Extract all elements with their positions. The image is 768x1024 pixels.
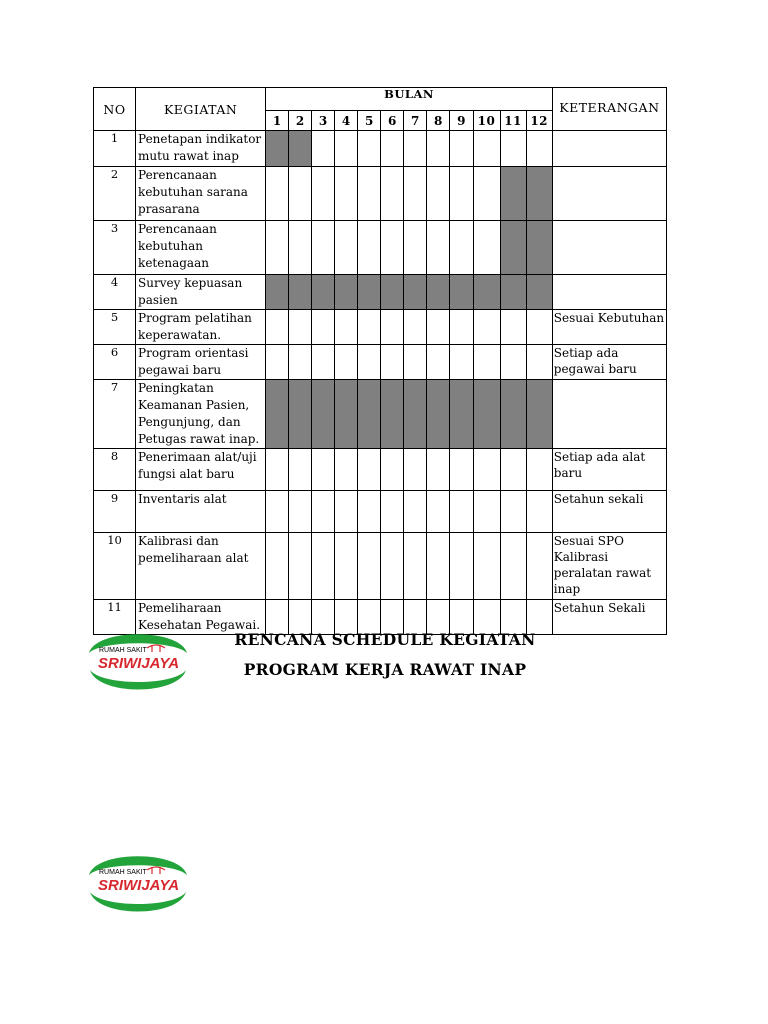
hospital-logo-2	[86, 852, 190, 918]
month-cell-7	[404, 131, 427, 167]
month-cell-10	[473, 380, 500, 449]
month-cell-9	[450, 167, 473, 221]
month-cell-2	[289, 167, 312, 221]
table-row	[94, 310, 667, 345]
month-cell-11	[500, 380, 526, 449]
row-number: 5	[94, 310, 136, 345]
month-cell-12	[526, 310, 552, 345]
document-subtitle: PROGRAM KERJA RAWAT INAP	[243, 660, 527, 679]
month-cell-11	[500, 221, 526, 275]
month-cell-11	[500, 310, 526, 345]
activity-note	[552, 167, 666, 221]
activity-note	[552, 131, 666, 167]
header-kegiatan: KEGIATAN	[136, 88, 266, 131]
month-cell-4	[335, 380, 358, 449]
month-cell-8	[427, 131, 450, 167]
month-cell-7	[404, 275, 427, 310]
activity-note: Setiap ada alat baru	[552, 449, 666, 491]
month-cell-11	[500, 491, 526, 533]
month-cell-2	[289, 449, 312, 491]
month-cell-6	[381, 533, 404, 600]
activity-note	[552, 380, 666, 449]
row-number: 3	[94, 221, 136, 275]
month-cell-5	[358, 449, 381, 491]
month-cell-9	[450, 310, 473, 345]
activity-name: Inventaris alat	[136, 491, 266, 533]
row-number: 10	[94, 533, 136, 600]
month-cell-4	[335, 167, 358, 221]
month-cell-6	[381, 380, 404, 449]
logo-bridge-icon	[147, 867, 165, 874]
month-cell-2	[289, 131, 312, 167]
month-header-3: 3	[312, 111, 335, 131]
month-cell-12	[526, 380, 552, 449]
month-cell-12	[526, 491, 552, 533]
row-number: 7	[94, 380, 136, 449]
month-cell-8	[427, 167, 450, 221]
month-cell-4	[335, 310, 358, 345]
month-cell-1	[266, 533, 289, 600]
table-row	[94, 275, 667, 310]
month-cell-10	[473, 533, 500, 600]
month-cell-5	[358, 167, 381, 221]
month-cell-6	[381, 275, 404, 310]
table-row	[94, 221, 667, 275]
row-number: 6	[94, 345, 136, 380]
month-header-5: 5	[358, 111, 381, 131]
month-cell-6	[381, 449, 404, 491]
month-cell-5	[358, 131, 381, 167]
activity-note	[552, 221, 666, 275]
month-cell-8	[427, 345, 450, 380]
hospital-logo	[86, 630, 190, 696]
month-cell-4	[335, 345, 358, 380]
month-cell-8	[427, 491, 450, 533]
month-cell-7	[404, 310, 427, 345]
schedule-table	[93, 87, 667, 635]
month-cell-1	[266, 221, 289, 275]
month-cell-12	[526, 167, 552, 221]
row-number: 11	[94, 600, 136, 635]
month-cell-4	[335, 275, 358, 310]
month-cell-1	[266, 275, 289, 310]
month-cell-7	[404, 167, 427, 221]
month-cell-9	[450, 275, 473, 310]
month-cell-8	[427, 275, 450, 310]
month-cell-8	[427, 449, 450, 491]
logo-bridge-icon	[147, 645, 165, 652]
month-cell-11	[500, 131, 526, 167]
row-number: 8	[94, 449, 136, 491]
month-cell-7	[404, 380, 427, 449]
month-cell-9	[450, 131, 473, 167]
activity-note: Setahun Sekali	[552, 600, 666, 635]
activity-note: Sesuai Kebutuhan	[552, 310, 666, 345]
activity-name: Pemeliharaan Kesehatan Pegawai.	[136, 600, 266, 635]
table-row	[94, 533, 667, 600]
month-cell-3	[312, 449, 335, 491]
month-cell-10	[473, 491, 500, 533]
month-cell-4	[335, 449, 358, 491]
month-cell-8	[427, 221, 450, 275]
month-cell-6	[381, 221, 404, 275]
month-header-8: 8	[427, 111, 450, 131]
month-cell-11	[500, 533, 526, 600]
month-cell-12	[526, 131, 552, 167]
month-header-7: 7	[404, 111, 427, 131]
month-cell-9	[450, 345, 473, 380]
activity-note: Setiap ada pegawai baru	[552, 345, 666, 380]
table-row	[94, 167, 667, 221]
month-cell-3	[312, 167, 335, 221]
month-cell-5	[358, 310, 381, 345]
month-cell-7	[404, 345, 427, 380]
logo-bottom-arc	[90, 670, 186, 690]
month-cell-6	[381, 345, 404, 380]
month-cell-1	[266, 380, 289, 449]
month-cell-12	[526, 449, 552, 491]
month-cell-9	[450, 380, 473, 449]
month-cell-8	[427, 380, 450, 449]
month-cell-7	[404, 221, 427, 275]
logo-top-text: RUMAH SAKIT	[99, 869, 147, 876]
month-cell-1	[266, 131, 289, 167]
month-cell-3	[312, 275, 335, 310]
month-cell-2	[289, 345, 312, 380]
month-cell-7	[404, 491, 427, 533]
month-cell-7	[404, 449, 427, 491]
month-cell-10	[473, 131, 500, 167]
activity-name: Perencanaan kebutuhan ketenagaan	[136, 221, 266, 275]
activity-name: Program orientasi pegawai baru	[136, 345, 266, 380]
month-cell-2	[289, 310, 312, 345]
month-cell-4	[335, 491, 358, 533]
month-cell-10	[473, 310, 500, 345]
table-row	[94, 449, 667, 491]
month-cell-12	[526, 275, 552, 310]
header-no: NO	[94, 88, 136, 131]
month-cell-9	[450, 449, 473, 491]
month-cell-11	[500, 275, 526, 310]
month-cell-5	[358, 491, 381, 533]
activity-note: Sesuai SPO Kalibrasi peralatan rawat inap	[552, 533, 666, 600]
month-header-10: 10	[473, 111, 500, 131]
month-cell-11	[500, 345, 526, 380]
month-cell-5	[358, 275, 381, 310]
month-cell-5	[358, 380, 381, 449]
month-cell-5	[358, 345, 381, 380]
month-cell-1	[266, 167, 289, 221]
month-header-4: 4	[335, 111, 358, 131]
month-header-12: 12	[526, 111, 552, 131]
month-header-11: 11	[500, 111, 526, 131]
month-cell-1	[266, 449, 289, 491]
month-cell-5	[358, 221, 381, 275]
activity-note: Setahun sekali	[552, 491, 666, 533]
month-cell-1	[266, 345, 289, 380]
month-cell-11	[500, 167, 526, 221]
month-cell-6	[381, 491, 404, 533]
month-cell-3	[312, 131, 335, 167]
month-cell-12	[526, 345, 552, 380]
logo-bottom-arc	[90, 892, 186, 912]
month-cell-2	[289, 221, 312, 275]
document-title: RENCANA SCHEDULE KEGIATAN	[234, 630, 536, 649]
month-cell-10	[473, 167, 500, 221]
month-cell-4	[335, 533, 358, 600]
logo-top-text: RUMAH SAKIT	[99, 647, 147, 654]
month-cell-3	[312, 345, 335, 380]
header-bulan: BULAN	[266, 88, 553, 111]
month-cell-9	[450, 533, 473, 600]
month-cell-5	[358, 533, 381, 600]
month-cell-11	[500, 449, 526, 491]
activity-note	[552, 275, 666, 310]
month-cell-3	[312, 533, 335, 600]
month-cell-12	[526, 533, 552, 600]
month-cell-1	[266, 310, 289, 345]
month-header-2: 2	[289, 111, 312, 131]
table-row	[94, 131, 667, 167]
activity-name: Peningkatan Keamanan Pasien, Pengunjung, dan Petugas rawat inap.	[136, 380, 266, 449]
header-keterangan: KETERANGAN	[552, 88, 666, 131]
table-row	[94, 491, 667, 533]
month-cell-1	[266, 491, 289, 533]
month-cell-10	[473, 449, 500, 491]
month-cell-2	[289, 533, 312, 600]
month-header-9: 9	[450, 111, 473, 131]
month-cell-6	[381, 167, 404, 221]
month-cell-3	[312, 491, 335, 533]
activity-name: Survey kepuasan pasien	[136, 275, 266, 310]
row-number: 9	[94, 491, 136, 533]
month-cell-10	[473, 275, 500, 310]
month-cell-2	[289, 275, 312, 310]
month-cell-9	[450, 491, 473, 533]
row-number: 4	[94, 275, 136, 310]
month-cell-10	[473, 345, 500, 380]
month-cell-9	[450, 221, 473, 275]
month-cell-6	[381, 310, 404, 345]
month-header-1: 1	[266, 111, 289, 131]
month-cell-8	[427, 533, 450, 600]
activity-name: Program pelatihan keperawatan.	[136, 310, 266, 345]
month-cell-2	[289, 491, 312, 533]
month-cell-4	[335, 221, 358, 275]
month-cell-8	[427, 310, 450, 345]
activity-name: Perencanaan kebutuhan sarana prasarana	[136, 167, 266, 221]
month-cell-10	[473, 221, 500, 275]
row-number: 1	[94, 131, 136, 167]
logo-name: SRIWIJAYA	[98, 877, 180, 894]
month-cell-3	[312, 221, 335, 275]
month-cell-3	[312, 380, 335, 449]
table-row	[94, 345, 667, 380]
month-cell-2	[289, 380, 312, 449]
table-row	[94, 380, 667, 449]
activity-name: Penetapan indikator mutu rawat inap	[136, 131, 266, 167]
month-cell-12	[526, 221, 552, 275]
month-cell-4	[335, 131, 358, 167]
month-cell-3	[312, 310, 335, 345]
month-header-6: 6	[381, 111, 404, 131]
activity-name: Penerimaan alat/uji fungsi alat baru	[136, 449, 266, 491]
logo-name: SRIWIJAYA	[98, 655, 180, 672]
month-cell-7	[404, 533, 427, 600]
month-cell-6	[381, 131, 404, 167]
activity-name: Kalibrasi dan pemeliharaan alat	[136, 533, 266, 600]
row-number: 2	[94, 167, 136, 221]
